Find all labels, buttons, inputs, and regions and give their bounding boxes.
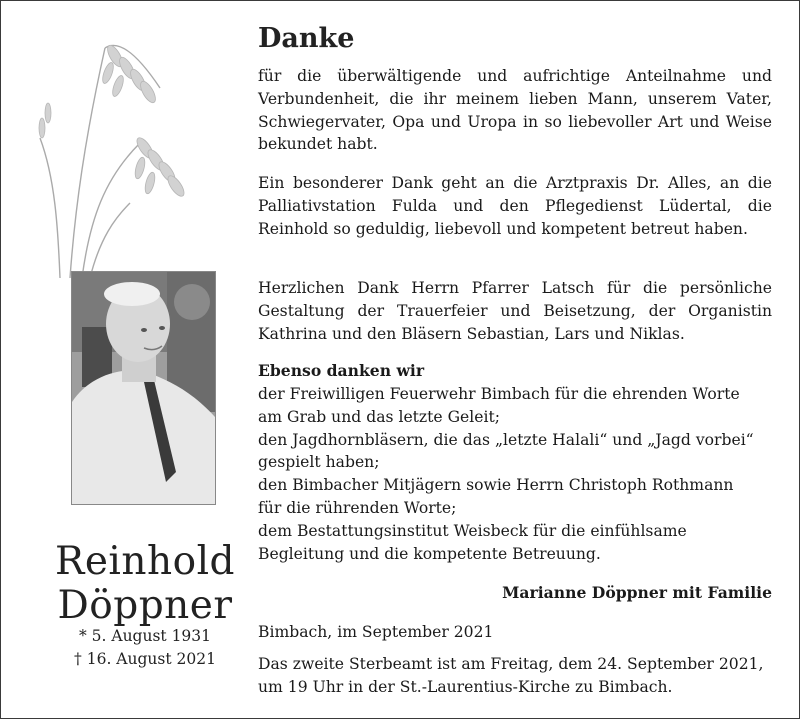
page-title: Danke	[258, 23, 355, 54]
notice-line: um 19 Uhr in der St.-Laurentius-Kirche zu Bimbach.	[258, 677, 673, 696]
thanks-line: der Freiwilligen Feuerwehr Bimbach für die ehrenden Worte	[258, 385, 740, 403]
thanks-paragraph-2: Ein besonderer Dank geht an die Arztpraxis Dr. Alles, an die Palliativstation Fulda und den Pflegedienst Lüdertal, die Reinhold so geduldig, liebevoll und kompetent betreut haben.	[258, 174, 772, 238]
thanks-line: gespielt haben;	[258, 453, 380, 472]
thanks-list	[258, 383, 772, 565]
death-date: † 16. August 2021	[74, 650, 216, 668]
thanks-line: für die rührenden Worte;	[258, 498, 457, 517]
service-notice	[258, 653, 772, 699]
thanks-paragraph-3: Herzlichen Dank Herrn Pfarrer Latsch für die persönliche Gestaltung der Trauerfeier und Beisetzung, der Organistin Kathrina und den Bläsern Sebastian, Lars und Niklas.	[258, 279, 772, 343]
thanks-list-heading: Ebenso danken wir	[258, 361, 425, 380]
thanks-line: Begleitung und die kompetente Betreuung.	[258, 544, 601, 563]
birth-date: * 5. August 1931	[78, 627, 212, 645]
thanks-line: am Grab und das letzte Geleit;	[258, 407, 501, 426]
wheat-icon	[30, 28, 200, 278]
signature: Marianne Döppner mit Familie	[502, 583, 772, 602]
thanks-line: den Bimbacher Mitjägern sowie Herrn Christoph Rothmann	[258, 476, 734, 495]
thanks-line: den Jagdhornbläsern, die das „letzte Halali“ und „Jagd vorbei“	[258, 430, 754, 449]
notice-line: Das zweite Sterbeamt ist am Freitag, dem 24. September 2021,	[258, 655, 764, 673]
deceased-last-name: Döppner	[57, 583, 233, 628]
thanks-paragraph-1: für die überwältigende und aufrichtige Anteilnahme und Verbundenheit, die ihr meinem lieben Mann, unserem Vater, Schwiegervater, Opa und Uropa in so liebevoller Art und Weise bekundet habt.	[258, 67, 772, 154]
deceased-first-name: Reinhold	[54, 539, 236, 584]
place-date: Bimbach, im September 2021	[258, 623, 494, 641]
thanks-line: dem Bestattungsinstitut Weisbeck für die einfühlsame	[258, 521, 687, 540]
portrait-photo	[71, 271, 216, 505]
